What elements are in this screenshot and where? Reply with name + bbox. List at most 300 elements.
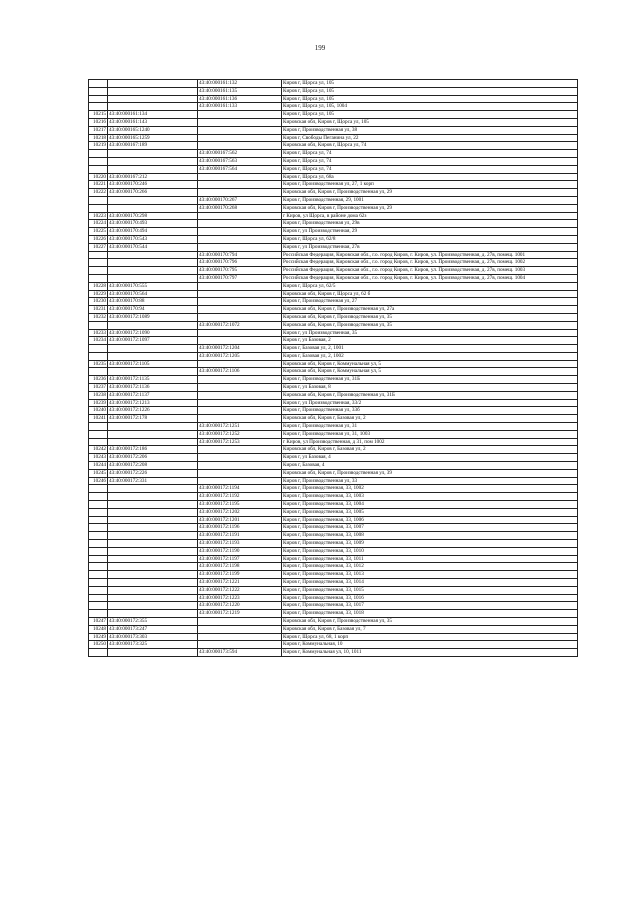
cadastral-number-cell: 43:40:000172:1201 [198,516,282,524]
row-number-cell: 10221 [89,181,108,189]
cadastral-number-cell: 43:40:000167:562 [198,150,282,158]
row-number-cell [89,165,108,173]
parent-cadastral-number-cell [108,579,198,587]
address-cell: Киров г, Производственная, 33, 1007 [282,524,578,532]
cadastral-number-cell [198,228,282,236]
parent-cadastral-number-cell [108,368,198,376]
parent-cadastral-number-cell: 43:40:000170:246 [108,181,198,189]
parent-cadastral-number-cell [108,204,198,212]
cadastral-number-cell: 43:40:000172:1194 [198,485,282,493]
table-row [89,251,578,259]
cadastral-number-cell [198,243,282,251]
row-number-cell [89,508,108,516]
parent-cadastral-number-cell [108,524,198,532]
address-cell: Киров г, Щорса ул, 74 [282,165,578,173]
row-number-cell [89,586,108,594]
address-cell: Киров г, Щорса ул, 105 [282,95,578,103]
row-number-cell [89,80,108,88]
cadastral-number-cell [198,306,282,314]
address-cell: Кировская обл, Киров г, Производственная ул, 35 [282,313,578,321]
address-cell: Киров г, Производственная, 33, 1018 [282,610,578,618]
parent-cadastral-number-cell: 43:40:000172:1089 [108,313,198,321]
address-cell: Киров г, Коммунальная ул, 10, 1011 [282,649,578,657]
address-cell: Кировская обл, Киров г, Производственная ул, 29 [282,189,578,197]
address-cell: г Киров, ул Производственная, д 31, пом 1002 [282,438,578,446]
row-number-cell: 10238 [89,391,108,399]
cadastral-number-cell [198,282,282,290]
table-row [89,625,578,633]
parent-cadastral-number-cell: 43:40:000172:355 [108,617,198,625]
cadastral-number-cell [198,181,282,189]
row-number-cell: 10250 [89,641,108,649]
cadastral-number-cell: 43:40:000170:797 [198,274,282,282]
row-number-cell: 10239 [89,399,108,407]
row-number-cell: 10225 [89,228,108,236]
row-number-cell [89,649,108,657]
parent-cadastral-number-cell [108,563,198,571]
row-number-cell: 10234 [89,337,108,345]
address-cell: Киров г, Производственная, 29, 1001 [282,196,578,204]
address-cell: Кировская обл, Киров г, Производственная ул, 29 [282,204,578,212]
parent-cadastral-number-cell: 43:40:000172:1135 [108,376,198,384]
table-row [89,360,578,368]
cadastral-number-cell [198,625,282,633]
table-row [89,579,578,587]
cadastral-number-cell [198,235,282,243]
address-cell: Киров г, Производственная, 33, 1009 [282,540,578,548]
table-row [89,259,578,267]
cadastral-number-cell: 43:40:000161:136 [198,95,282,103]
address-cell: Киров г, Щорса ул, 62/5 [282,282,578,290]
cadastral-number-cell [198,118,282,126]
row-number-cell: 10215 [89,111,108,119]
table-row [89,555,578,563]
table-row [89,532,578,540]
row-number-cell [89,547,108,555]
parent-cadastral-number-cell [108,594,198,602]
table-row [89,477,578,485]
row-number-cell [89,95,108,103]
parent-cadastral-number-cell: 43:40:000167:212 [108,173,198,181]
table-row [89,376,578,384]
address-cell: Киров г, Производственная ул, 31Б [282,376,578,384]
parent-cadastral-number-cell [108,532,198,540]
parent-cadastral-number-cell: 43:40:000170:88 [108,298,198,306]
parent-cadastral-number-cell: 43:40:000170:94 [108,306,198,314]
parent-cadastral-number-cell [108,352,198,360]
parent-cadastral-number-cell: 43:40:000165:1240 [108,126,198,134]
address-cell: Киров г, Производственная, 33, 1003 [282,493,578,501]
cadastral-number-cell: 43:40:000172:1193 [198,540,282,548]
parent-cadastral-number-cell: 43:40:000172:1097 [108,337,198,345]
cadastral-number-cell: 43:40:000172:1196 [198,524,282,532]
row-number-cell [89,438,108,446]
cadastral-number-cell: 43:40:000161:132 [198,80,282,88]
parent-cadastral-number-cell [108,150,198,158]
parent-cadastral-number-cell [108,95,198,103]
cadastral-number-cell [198,633,282,641]
table-row [89,337,578,345]
cadastral-number-cell: 43:40:000170:267 [198,196,282,204]
parent-cadastral-number-cell [108,508,198,516]
table-row [89,329,578,337]
address-cell: Кировская обл, Киров г, Коммунальная ул, 5 [282,360,578,368]
cadastral-number-cell: 43:40:000172:1221 [198,579,282,587]
table-row [89,485,578,493]
cadastral-number-cell [198,469,282,477]
cadastral-number-cell: 43:40:000172:1202 [198,508,282,516]
parent-cadastral-number-cell [108,165,198,173]
row-number-cell: 10226 [89,235,108,243]
address-cell: Кировская обл, Киров г, Щорса ул, 62 б [282,290,578,298]
table-row [89,313,578,321]
parent-cadastral-number-cell [108,430,198,438]
parent-cadastral-number-cell [108,80,198,88]
parent-cadastral-number-cell [108,438,198,446]
parent-cadastral-number-cell: 43:40:000173:247 [108,625,198,633]
row-number-cell: 10228 [89,282,108,290]
parent-cadastral-number-cell [108,345,198,353]
table-row [89,118,578,126]
parent-cadastral-number-cell [108,274,198,282]
row-number-cell: 10219 [89,142,108,150]
address-cell: Кировская обл, Киров г, Базовая ул, 7 [282,625,578,633]
cadastral-number-cell: 43:40:000172:1197 [198,555,282,563]
address-cell: Кировская обл, Киров г, Производственная ул, 35 [282,321,578,329]
address-cell: Кировская обл, Киров г, Производственная ул, 39 [282,469,578,477]
address-cell: Киров г, Производственная, 33, 1016 [282,594,578,602]
table-row [89,501,578,509]
row-number-cell: 10218 [89,134,108,142]
table-row [89,352,578,360]
parent-cadastral-number-cell: 43:40:000173:325 [108,641,198,649]
table-row [89,189,578,197]
table-row [89,508,578,516]
row-number-cell: 10242 [89,446,108,454]
row-number-cell [89,563,108,571]
table-row [89,430,578,438]
cadastral-number-cell: 43:40:000172:1219 [198,610,282,618]
row-number-cell [89,571,108,579]
row-number-cell [89,368,108,376]
row-number-cell [89,251,108,259]
table-row [89,641,578,649]
cadastral-number-cell: 43:40:000172:1223 [198,594,282,602]
cadastral-number-cell [198,376,282,384]
table-row [89,235,578,243]
address-cell: Киров г, Производственная ул, 31, 1003 [282,430,578,438]
address-cell: Киров г, ул Производственная, 27в [282,243,578,251]
parent-cadastral-number-cell [108,610,198,618]
cadastral-number-cell [198,220,282,228]
row-number-cell [89,430,108,438]
cadastral-number-cell: 43:40:000172:1253 [198,438,282,446]
table-row [89,298,578,306]
table-row [89,633,578,641]
row-number-cell [89,196,108,204]
row-number-cell: 10243 [89,454,108,462]
table-row [89,540,578,548]
cadastral-number-cell [198,290,282,298]
row-number-cell: 10246 [89,477,108,485]
table-row [89,142,578,150]
table-row [89,423,578,431]
row-number-cell: 10216 [89,118,108,126]
parent-cadastral-number-cell: 43:40:000172:1090 [108,329,198,337]
row-number-cell: 10224 [89,220,108,228]
address-cell: Киров г, Производственная, 33, 1017 [282,602,578,610]
row-number-cell: 10240 [89,407,108,415]
cadastral-number-cell [198,641,282,649]
row-number-cell: 10232 [89,313,108,321]
parent-cadastral-number-cell [108,196,198,204]
parent-cadastral-number-cell [108,103,198,111]
parent-cadastral-number-cell: 43:40:000172:226 [108,469,198,477]
address-cell: Киров г, Щорса ул, 105 [282,87,578,95]
parent-cadastral-number-cell [108,602,198,610]
table-row [89,602,578,610]
cadastral-number-cell [198,212,282,220]
address-cell: Киров г, Щорса ул, 74 [282,150,578,158]
cadastral-number-cell: 43:40:000167:563 [198,157,282,165]
parent-cadastral-number-cell: 43:40:000170:494 [108,228,198,236]
table-row [89,290,578,298]
address-cell: Киров г, Производственная ул, 27 [282,298,578,306]
address-cell: Киров г, Производственная ул, 38 [282,126,578,134]
table-row [89,150,578,158]
parent-cadastral-number-cell [108,157,198,165]
cadastral-number-cell [198,126,282,134]
table-row [89,196,578,204]
cadastral-number-cell: 43:40:000172:1205 [198,352,282,360]
row-number-cell: 10236 [89,376,108,384]
address-cell: Киров г, Базовая ул, 2, 1002 [282,352,578,360]
table-row [89,547,578,555]
table-row [89,446,578,454]
row-number-cell [89,532,108,540]
parent-cadastral-number-cell: 43:40:000172:1226 [108,407,198,415]
cadastral-number-cell: 43:40:000170:794 [198,251,282,259]
address-cell: Российская Федерация, Кировская обл., г.о. город Киров, г. Киров, ул. Производственная, д. 27в, помещ. 1001 [282,251,578,259]
parent-cadastral-number-cell: 43:40:000170:555 [108,282,198,290]
table-row [89,610,578,618]
address-cell: Кировская обл, Киров г, Щорса ул, 105 [282,118,578,126]
address-cell: Российская Федерация, Кировская обл., г.о. город Киров, г. Киров, ул. Производственная, д. 27в, помещ. 1002 [282,259,578,267]
table-row [89,407,578,415]
parent-cadastral-number-cell [108,555,198,563]
cadastral-number-cell [198,391,282,399]
cadastral-number-cell [198,446,282,454]
address-cell: Киров г, ул Производственная, 29 [282,228,578,236]
parent-cadastral-number-cell: 43:40:000170:298 [108,212,198,220]
table-row [89,594,578,602]
address-cell: Киров г, Щорса ул, 68, 1 корп [282,633,578,641]
table-row [89,345,578,353]
row-number-cell [89,204,108,212]
address-cell: Киров г, Производственная ул, 33 [282,477,578,485]
table-row [89,95,578,103]
table-row [89,220,578,228]
address-cell: Кировская обл, Киров г, Коммунальная ул, 5 [282,368,578,376]
cadastral-number-cell: 43:40:000170:795 [198,267,282,275]
parent-cadastral-number-cell [108,540,198,548]
address-cell: Киров г, Коммунальная, 10 [282,641,578,649]
cadastral-number-cell: 43:40:000172:1220 [198,602,282,610]
row-number-cell [89,259,108,267]
row-number-cell [89,501,108,509]
table-row [89,181,578,189]
cadastral-number-cell [198,617,282,625]
address-cell: Киров г, Производственная ул, 27, 1 корп [282,181,578,189]
row-number-cell [89,423,108,431]
address-cell: Кировская обл, Киров г, Производственная ул, 31Б [282,391,578,399]
address-cell: Киров г, Производственная ул, 29в [282,220,578,228]
cadastral-number-cell [198,298,282,306]
table-row [89,157,578,165]
cadastral-number-cell [198,454,282,462]
table-row [89,469,578,477]
cadastral-number-cell: 43:40:000172:1199 [198,571,282,579]
page-number: 199 [314,44,326,52]
parent-cadastral-number-cell: 43:40:000172:178 [108,415,198,423]
cadastral-number-cell [198,407,282,415]
row-number-cell: 10229 [89,290,108,298]
parent-cadastral-number-cell: 43:40:000170:544 [108,243,198,251]
parent-cadastral-number-cell: 43:40:000170:564 [108,290,198,298]
row-number-cell [89,267,108,275]
parent-cadastral-number-cell [108,501,198,509]
cadastral-number-cell [198,329,282,337]
cadastral-table [88,79,578,657]
cadastral-number-cell: 43:40:000172:1190 [198,547,282,555]
row-number-cell: 10230 [89,298,108,306]
row-number-cell: 10223 [89,212,108,220]
parent-cadastral-number-cell: 43:40:000172:1137 [108,391,198,399]
table-row [89,126,578,134]
address-cell: Киров г, Щорса ул, 105, 1004 [282,103,578,111]
cadastral-number-cell: 43:40:000172:1195 [198,501,282,509]
parent-cadastral-number-cell: 43:40:000172:1105 [108,360,198,368]
cadastral-number-cell [198,477,282,485]
parent-cadastral-number-cell: 43:40:000170:493 [108,220,198,228]
cadastral-number-cell [198,142,282,150]
cadastral-number-cell: 43:40:000172:1204 [198,345,282,353]
cadastral-number-cell: 43:40:000172:1106 [198,368,282,376]
row-number-cell: 10231 [89,306,108,314]
table-row [89,516,578,524]
address-cell: Киров г, ул Производственная, 33/2 [282,399,578,407]
table-row [89,80,578,88]
cadastral-number-cell [198,313,282,321]
table-row [89,274,578,282]
address-cell: Киров г, Производственная, 33, 1011 [282,555,578,563]
address-cell: Киров г, Производственная, 33, 1010 [282,547,578,555]
parent-cadastral-number-cell: 43:40:000172:206 [108,454,198,462]
table-row [89,243,578,251]
address-cell: Киров г, Производственная, 33, 1015 [282,586,578,594]
table-row [89,173,578,181]
row-number-cell [89,103,108,111]
address-cell: Киров г, Производственная ул, 33б [282,407,578,415]
address-cell: Киров г, ул Базовая, 2 [282,337,578,345]
cadastral-number-cell [198,384,282,392]
address-cell: Киров г, Базовая, 4 [282,462,578,470]
table-row [89,493,578,501]
row-number-cell: 10237 [89,384,108,392]
row-number-cell [89,352,108,360]
row-number-cell: 10217 [89,126,108,134]
cadastral-number-cell: 43:40:000170:268 [198,204,282,212]
address-cell: Киров г, Щорса ул, 105 [282,80,578,88]
address-cell: Киров г, ул Производственная, 35 [282,329,578,337]
parent-cadastral-number-cell: 43:40:000161:134 [108,111,198,119]
parent-cadastral-number-cell: 43:40:000172:1136 [108,384,198,392]
cadastral-number-cell: 43:40:000173:594 [198,649,282,657]
address-cell: Киров г, Щорса ул, 105 [282,111,578,119]
address-cell: Кировская обл, Киров г, Щорса ул, 74 [282,142,578,150]
table-row [89,87,578,95]
address-cell: Киров г, Свободы Пеганина ул, 22 [282,134,578,142]
table-row [89,134,578,142]
row-number-cell [89,594,108,602]
address-cell: Киров г, Щорса ул, 62/8 [282,235,578,243]
parent-cadastral-number-cell [108,586,198,594]
parent-cadastral-number-cell [108,423,198,431]
row-number-cell: 10222 [89,189,108,197]
address-cell: Киров г, Производственная ул, 31 [282,423,578,431]
row-number-cell: 10220 [89,173,108,181]
row-number-cell [89,540,108,548]
table-row [89,438,578,446]
address-cell: Киров г, Щорса ул, 74 [282,157,578,165]
address-cell: Киров г, Производственная, 33, 1014 [282,579,578,587]
cadastral-number-cell [198,399,282,407]
table-row [89,267,578,275]
table-row [89,571,578,579]
row-number-cell [89,602,108,610]
row-number-cell [89,87,108,95]
cadastral-number-cell: 43:40:000161:135 [198,87,282,95]
address-cell: Киров г, Базовая ул, 2, 1001 [282,345,578,353]
cadastral-number-cell [198,415,282,423]
cadastral-number-cell: 43:40:000167:564 [198,165,282,173]
cadastral-number-cell: 43:40:000172:1072 [198,321,282,329]
parent-cadastral-number-cell [108,485,198,493]
cadastral-number-cell: 43:40:000161:133 [198,103,282,111]
row-number-cell: 10247 [89,617,108,625]
parent-cadastral-number-cell: 43:40:000170:266 [108,189,198,197]
cadastral-number-cell: 43:40:000172:1191 [198,532,282,540]
row-number-cell [89,524,108,532]
table-row [89,617,578,625]
parent-cadastral-number-cell [108,87,198,95]
parent-cadastral-number-cell [108,321,198,329]
row-number-cell: 10233 [89,329,108,337]
row-number-cell [89,516,108,524]
row-number-cell [89,493,108,501]
row-number-cell: 10235 [89,360,108,368]
parent-cadastral-number-cell [108,571,198,579]
parent-cadastral-number-cell [108,259,198,267]
parent-cadastral-number-cell [108,516,198,524]
table-row [89,111,578,119]
parent-cadastral-number-cell: 43:40:000172:1213 [108,399,198,407]
parent-cadastral-number-cell [108,493,198,501]
table-row [89,384,578,392]
parent-cadastral-number-cell [108,267,198,275]
table-row [89,165,578,173]
table-row [89,228,578,236]
